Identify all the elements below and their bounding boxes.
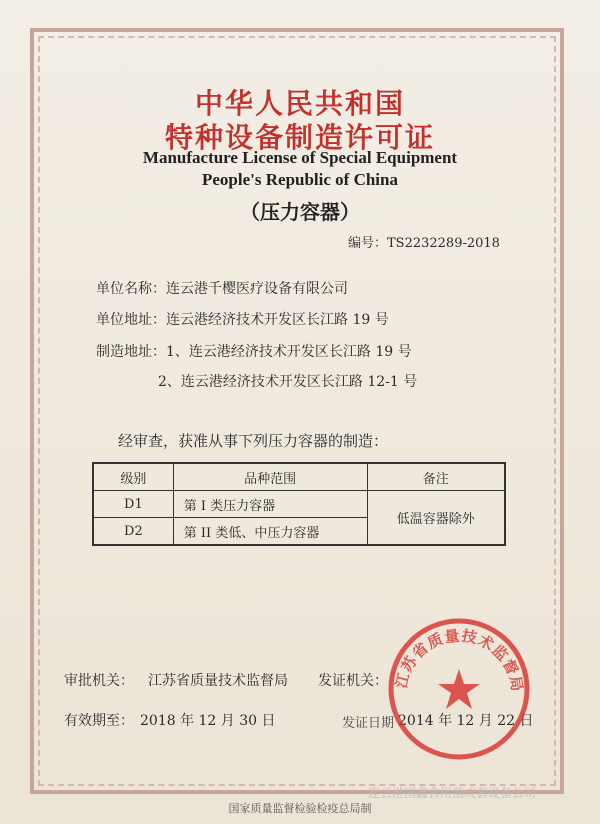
issue-date: 2014 年 12 月 22 日 xyxy=(398,713,534,729)
title-cn-line2: 特种设备制造许可证 xyxy=(164,121,435,154)
seal-text: 江苏省质量技术监督局 xyxy=(392,626,527,694)
mfg-address-label: 制造地址： xyxy=(96,344,166,360)
header-range: 品种范围 xyxy=(173,463,367,491)
approval-authority: 江苏省质量技术监督局 xyxy=(148,673,288,689)
row-level: D2 xyxy=(93,518,173,546)
license-category: （压力容器） xyxy=(240,200,360,224)
scope-intro: 经审查，获准从事下列压力容器的制造： xyxy=(118,432,389,450)
company-name-row xyxy=(96,278,348,298)
title-en-line1: Manufacture License of Special Equipment xyxy=(142,148,458,167)
row-level: D1 xyxy=(93,491,173,518)
company-address: 连云港经济技术开发区长江路 19 号 xyxy=(166,312,389,328)
official-seal-icon xyxy=(384,614,534,764)
certificate-number: 编号：TS2232289-2018 xyxy=(348,236,500,251)
approval-authority-label: 审批机关： xyxy=(64,673,134,689)
watermark-text: 连云港国鑫食用菌成套设备公司 xyxy=(368,786,537,800)
mfg-address-1: 1、连云港经济技术开发区长江路 19 号 xyxy=(166,344,412,360)
valid-until-date: 2018 年 12 月 30 日 xyxy=(140,713,276,729)
company-address-label: 单位地址： xyxy=(96,312,166,328)
issuing-authority-label: 发证机关： xyxy=(318,673,388,689)
issue-date-label: 发证日期 xyxy=(342,716,395,731)
footer-issuer: 国家质量监督检验检疫总局制 xyxy=(228,802,372,815)
row-remark: 低温容器除外 xyxy=(367,491,505,546)
row-range: 第 II 类低、中压力容器 xyxy=(173,518,367,546)
scope-table xyxy=(92,462,506,546)
mfg-address-2: 2、连云港经济技术开发区长江路 12-1 号 xyxy=(158,374,418,390)
title-cn-line1: 中华人民共和国 xyxy=(194,87,405,120)
header-remark: 备注 xyxy=(367,463,505,491)
mfg-address-row xyxy=(96,341,412,361)
title-en-line2: People's Republic of China xyxy=(202,170,398,189)
table-row xyxy=(93,491,505,518)
company-name: 连云港千樱医疗设备有限公司 xyxy=(166,281,348,297)
header-level: 级别 xyxy=(93,463,173,491)
row-range: 第 I 类压力容器 xyxy=(173,491,367,518)
company-name-label: 单位名称： xyxy=(96,281,166,297)
valid-until-label: 有效期至： xyxy=(64,713,134,729)
table-header-row xyxy=(93,463,505,491)
company-address-row xyxy=(96,309,389,329)
